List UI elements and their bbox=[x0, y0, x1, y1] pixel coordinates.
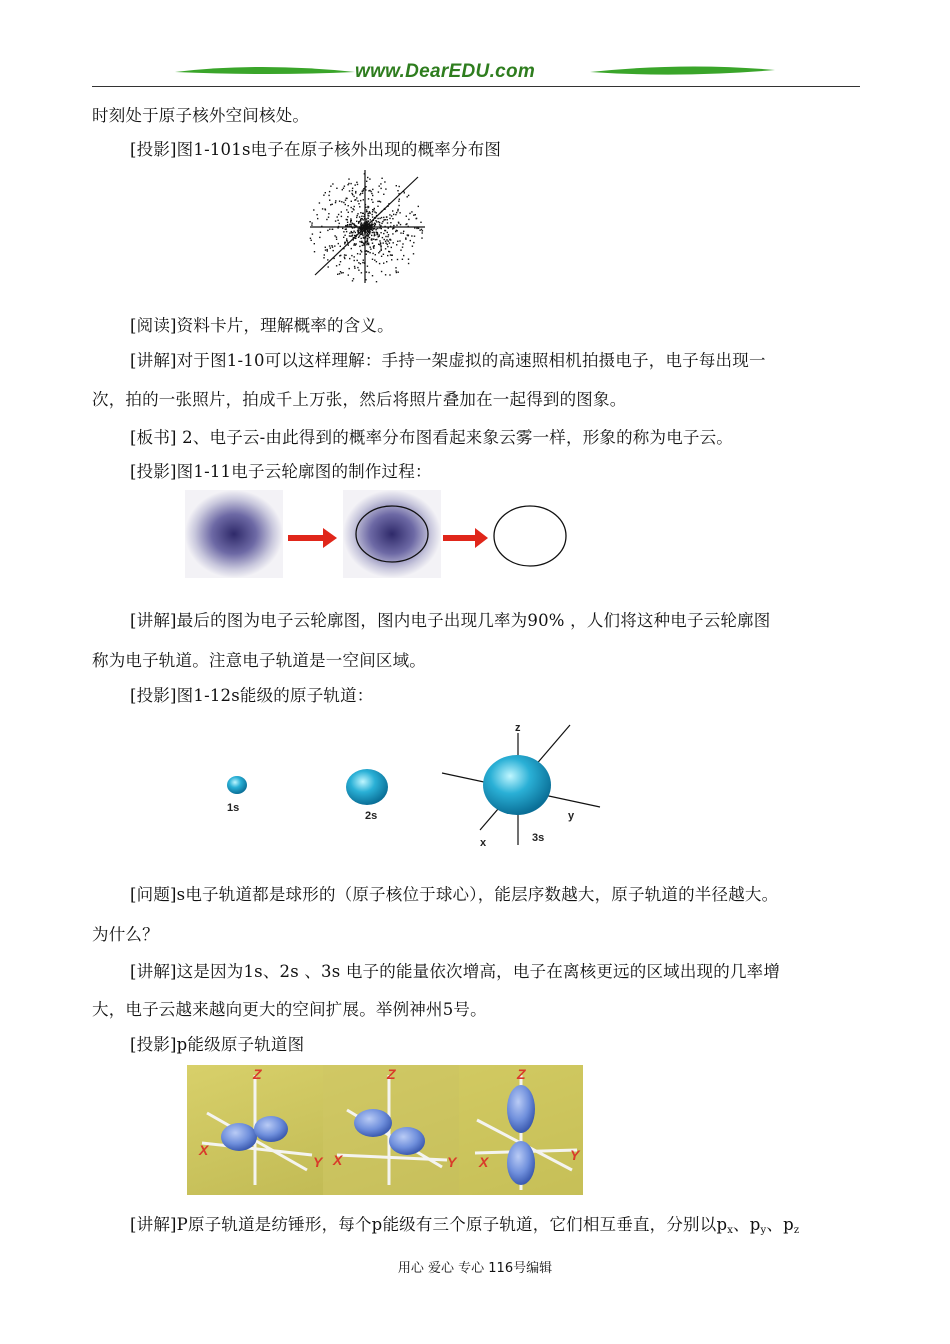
svg-text:Y: Y bbox=[570, 1147, 580, 1163]
figure-cloud-contour bbox=[185, 490, 575, 580]
arrow-right-icon bbox=[288, 528, 337, 548]
svg-text:Y: Y bbox=[313, 1154, 323, 1170]
logo-text: www.DearEDU.com bbox=[355, 61, 536, 82]
footer-text: 用心 爱心 专心 116号编辑 bbox=[397, 1261, 553, 1276]
orbital-3s bbox=[483, 755, 551, 815]
svg-text:Z: Z bbox=[517, 1066, 526, 1082]
svg-text:Z: Z bbox=[253, 1066, 262, 1082]
header-rule bbox=[92, 86, 860, 87]
para-4a: [讲解]对于图1-10可以这样理解：手持一架虚拟的高速照相机拍摄电子，电子每出现一 bbox=[130, 351, 766, 370]
label-2s: 2s bbox=[365, 810, 378, 822]
axis-y: y bbox=[568, 810, 575, 822]
para-11: [投影]p能级原子轨道图 bbox=[130, 1035, 305, 1054]
svg-text:Y: Y bbox=[447, 1154, 457, 1170]
para-12: [讲解]P原子轨道是纺锤形，每个p能级有三个原子轨道，它们相互垂直，分别以$p_x$、$p_y$、$p_z$ bbox=[130, 1215, 800, 1236]
para-5: [板书] 2、电子云-由此得到的概率分布图看起来象云雾一样，形象的称为电子云。 bbox=[130, 428, 733, 447]
figure-s-orbitals bbox=[210, 715, 610, 855]
para-2: [投影]图1-101s电子在原子核外出现的概率分布图 bbox=[130, 140, 502, 159]
para-9b: 为什么？ bbox=[92, 925, 159, 944]
contour-ellipse bbox=[494, 506, 566, 566]
svg-text:Z: Z bbox=[387, 1066, 396, 1082]
para-6: [投影]图1-11电子云轮廓图的制作过程： bbox=[130, 462, 432, 481]
figure-probability-cloud bbox=[300, 165, 435, 285]
orbital-2s bbox=[346, 769, 388, 805]
figure-p-orbitals bbox=[187, 1065, 583, 1195]
para-7b: 称为电子轨道。注意电子轨道是一空间区域。 bbox=[92, 651, 426, 670]
label-3s: 3s bbox=[532, 832, 545, 844]
orbital-1s bbox=[227, 776, 247, 794]
arrow-right-icon bbox=[443, 528, 488, 548]
para-4b: 次，拍的一张照片，拍成千上万张，然后将照片叠加在一起得到的图象。 bbox=[92, 390, 627, 409]
cloud-image-2 bbox=[343, 490, 441, 578]
cloud-image-1 bbox=[185, 490, 283, 578]
para-9a: [问题]s电子轨道都是球形的（原子核位于球心），能层序数越大，原子轨道的半径越大。 bbox=[130, 885, 779, 904]
svg-text:X: X bbox=[199, 1142, 209, 1158]
para-8: [投影]图1-12s能级的原子轨道： bbox=[130, 686, 374, 705]
svg-text:X: X bbox=[479, 1154, 489, 1170]
para-10a: [讲解]这是因为1s、2s 、3s 电子的能量依次增高，电子在离核更远的区域出现的几率增 bbox=[130, 962, 781, 981]
label-1s: 1s bbox=[227, 802, 240, 814]
para-1: 时刻处于原子核外空间核处。 bbox=[92, 106, 310, 125]
axis-z: z bbox=[515, 722, 521, 734]
svg-text:X: X bbox=[333, 1152, 343, 1168]
para-7a: [讲解]最后的图为电子云轮廓图，图内电子出现几率为90% ，人们将这种电子云轮廓图 bbox=[130, 611, 771, 630]
para-3: [阅读]资料卡片，理解概率的含义。 bbox=[130, 316, 394, 335]
para-10b: 大，电子云越来越向更大的空间扩展。举例神州5号。 bbox=[92, 1000, 487, 1019]
axis-x: x bbox=[480, 837, 487, 849]
